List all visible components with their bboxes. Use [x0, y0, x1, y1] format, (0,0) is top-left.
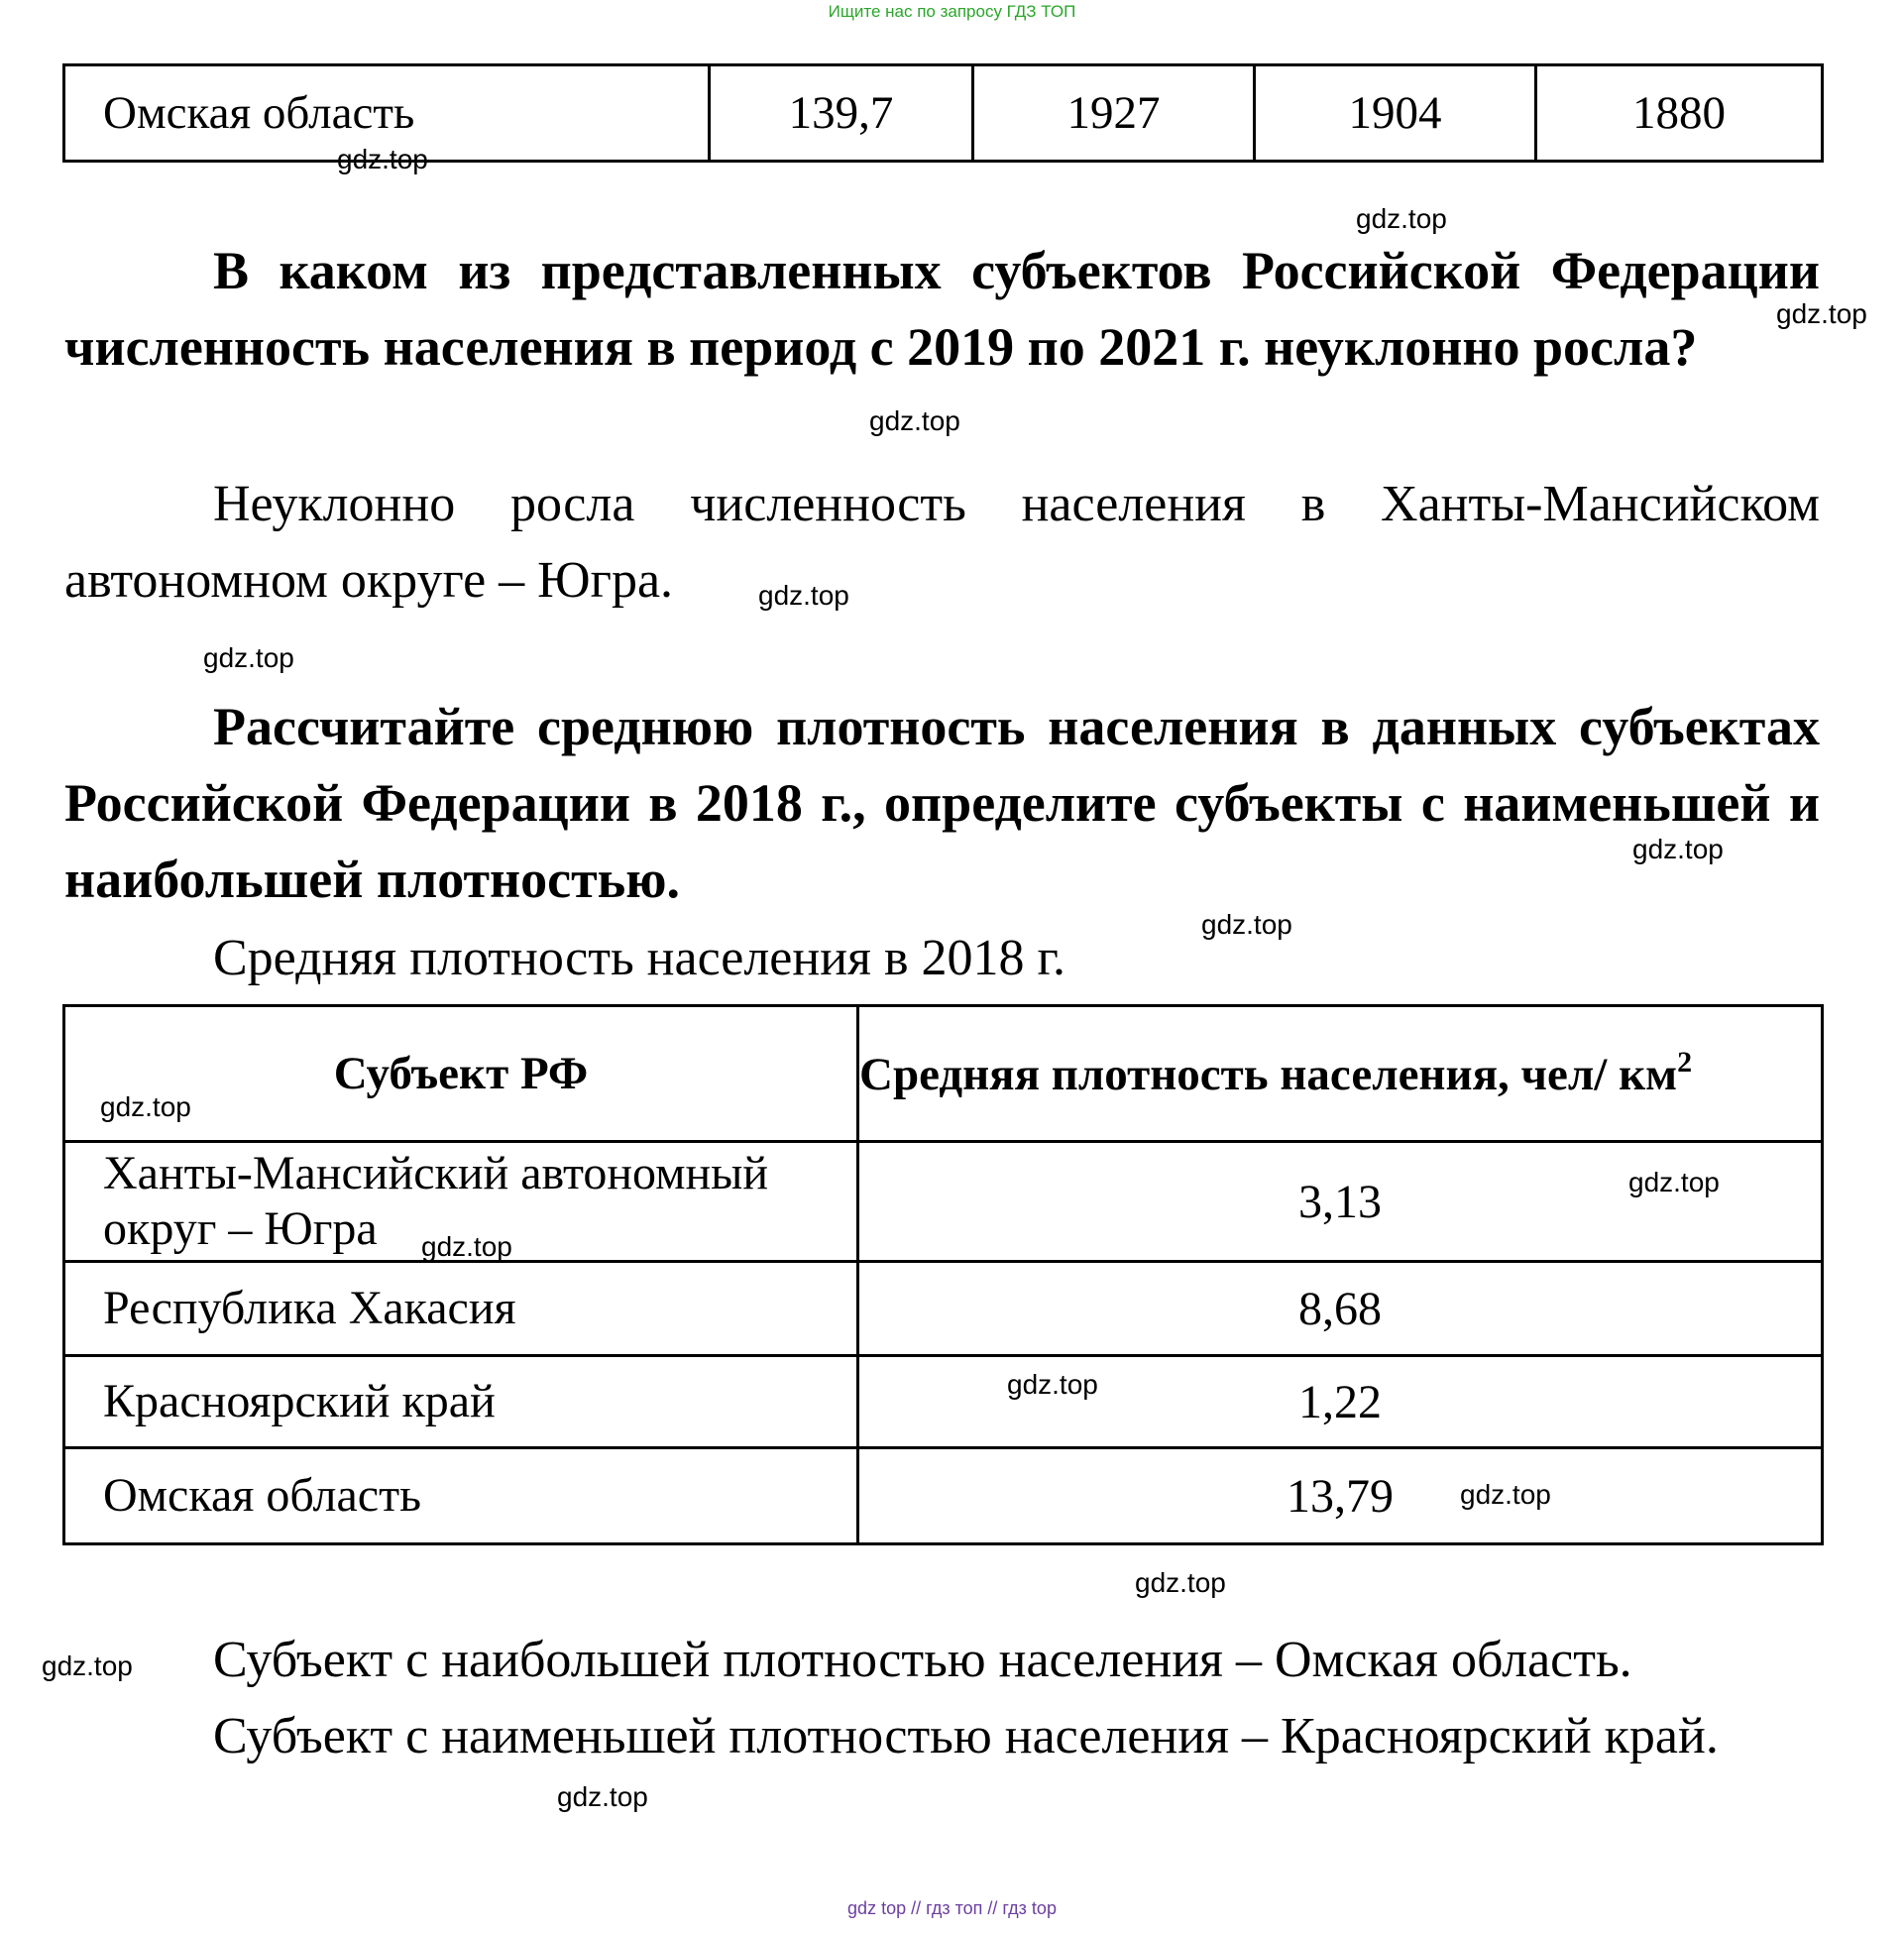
watermark: gdz.top [758, 580, 849, 611]
table-cell: 1904 [1255, 65, 1536, 162]
density-cell: 3,13 [858, 1142, 1823, 1262]
question-1: В каком из представленных субъектов Российской Федерации численность населения в период с 2019 по 2021 г. неуклонно росла? [64, 241, 1820, 377]
watermark: gdz.top [557, 1781, 648, 1812]
watermark: gdz.top [869, 405, 960, 436]
table-cell-subject: Омская область [64, 65, 710, 162]
watermark: gdz.top [1007, 1369, 1098, 1400]
subject-cell: Омская область [64, 1448, 858, 1544]
header-density-sup: 2 [1677, 1046, 1693, 1079]
table-cell: 139,7 [710, 65, 973, 162]
watermark: gdz.top [1632, 834, 1724, 864]
header-search-link[interactable]: Ищите нас по запросу ГДЗ ТОП [828, 2, 1076, 21]
header-density-text: Средняя плотность населения, чел/ км [859, 1049, 1678, 1100]
watermark: gdz.top [42, 1650, 133, 1681]
subject-cell: Ханты-Мансийский автономный округ – Югра [64, 1142, 858, 1262]
watermark: gdz.top [100, 1091, 191, 1122]
conclusion-max: Субъект с наибольшей плотностью населения – Омская область. [213, 1632, 1632, 1688]
watermark: gdz.top [1356, 203, 1447, 234]
header-subject: Субъект РФ [64, 1006, 858, 1142]
answer-1: Неуклонно росла численность населения в Ханты-Мансийском автономном округе – Югра. [64, 476, 1820, 609]
table-row [64, 1356, 1823, 1448]
subject-cell: Красноярский край [64, 1356, 858, 1448]
table-row [64, 1142, 1823, 1262]
density-cell: 1,22 [858, 1356, 1823, 1448]
watermark: gdz.top [1628, 1167, 1720, 1197]
footer-links[interactable]: gdz top // гдз топ // гдз top [847, 1898, 1057, 1918]
table-row [64, 1262, 1823, 1356]
watermark: gdz.top [1776, 298, 1867, 329]
watermark: gdz.top [1135, 1567, 1226, 1598]
table-row [64, 1448, 1823, 1544]
header-density [858, 1006, 1823, 1142]
watermark: gdz.top [1201, 909, 1292, 940]
question-2: Рассчитайте среднюю плотность населения в данных субъектах Российской Федерации в 2018 г., определите субъекты с наименьшей и наибольшей плотностью. [64, 697, 1820, 909]
watermark: gdz.top [203, 642, 294, 673]
table-header-row [64, 1006, 1823, 1142]
population-table-fragment [62, 63, 1824, 163]
table-cell: 1927 [973, 65, 1255, 162]
table-cell: 1880 [1536, 65, 1823, 162]
table-row [64, 65, 1823, 162]
density-cell: 8,68 [858, 1262, 1823, 1356]
watermark: gdz.top [337, 144, 428, 174]
density-cell: 13,79 [858, 1448, 1823, 1544]
table-caption: Средняя плотность населения в 2018 г. [213, 930, 1065, 986]
watermark: gdz.top [421, 1231, 512, 1262]
conclusion-min: Субъект с наименьшей плотностью населения – Красноярский край. [213, 1708, 1719, 1764]
watermark: gdz.top [1460, 1479, 1551, 1510]
density-table [62, 1004, 1824, 1545]
subject-cell: Республика Хакасия [64, 1262, 858, 1356]
